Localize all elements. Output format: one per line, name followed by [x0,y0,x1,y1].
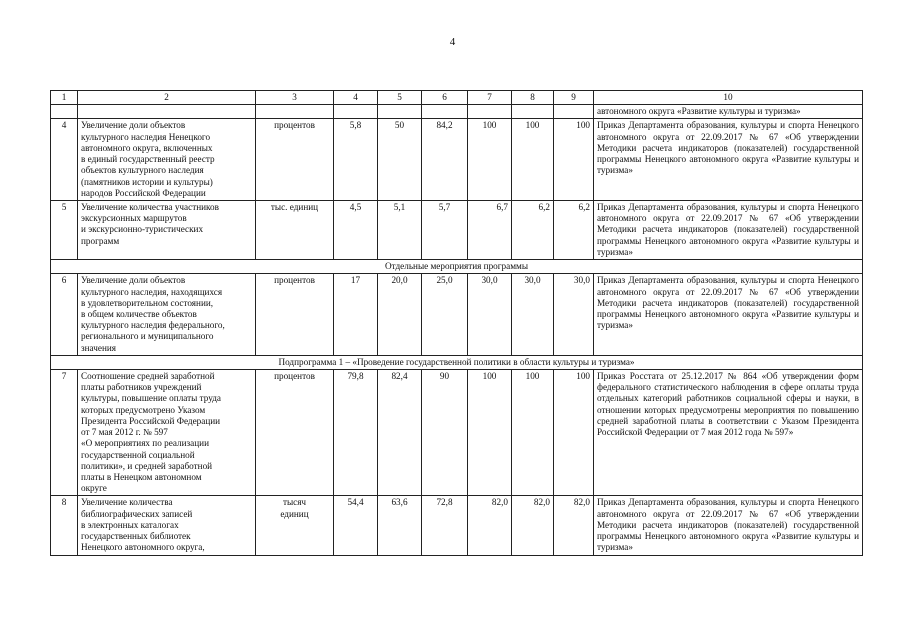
table-row [51,200,863,259]
continuation-row [51,105,863,119]
section-header-row [51,355,863,369]
value-col8: 30,0 [512,274,554,356]
unit: тысяч единиц [256,496,334,555]
value-col9: 100 [554,370,594,496]
indicators-table [50,90,863,556]
value-col6: 25,0 [422,274,468,356]
value-col7: 6,7 [468,200,512,259]
row-number: 4 [51,119,78,201]
col-header: 9 [554,91,594,105]
value-col8: 6,2 [512,200,554,259]
source-document: Приказ Росстата от 25.12.2017 № 864 «Об утверждении форм федерального статистического наблюдения в сфере оплаты труда отдельных категорий работников социальной сферы и науки, в отношении которых предусмотрены мероприятия по повышению средней заработной платы в соответствии с Указом Президента Российской Федерации от 7 мая 2012 года № 597» [594,370,863,496]
col-header: 1 [51,91,78,105]
col-header: 6 [422,91,468,105]
section-title: Отдельные мероприятия программы [51,260,863,274]
table-row [51,119,863,201]
value-col5: 63,6 [378,496,422,555]
value-col7: 100 [468,119,512,201]
source-document: Приказ Департамента образования, культуры и спорта Ненецкого автономного округа от 22.09.2017 № 67 «Об утверждении Методики расчета индикаторов (показателей) государственной программы Ненецкого автономного округа «Развитие культуры и туризма» [594,119,863,201]
value-col6: 90 [422,370,468,496]
value-col8: 100 [512,119,554,201]
indicator-name: Увеличение количества библиографических записей в электронных каталогах государственных библиотек Ненецкого автономного округа, [78,496,256,555]
unit: тыс. единиц [256,200,334,259]
row-number: 6 [51,274,78,356]
indicator-name: Увеличение доли объектов культурного наследия Ненецкого автономного округа, включенных в единый государственный реестр объектов культурного наследия (памятников истории и культуры) народов Российской Федерации [78,119,256,201]
section-header-row [51,260,863,274]
value-col8: 100 [512,370,554,496]
table-row [51,370,863,496]
value-col7: 82,0 [468,496,512,555]
col-header: 8 [512,91,554,105]
value-col8: 82,0 [512,496,554,555]
row-number: 7 [51,370,78,496]
value-col5: 50 [378,119,422,201]
value-col4: 4,5 [334,200,378,259]
value-col9: 6,2 [554,200,594,259]
value-col7: 30,0 [468,274,512,356]
col-header: 5 [378,91,422,105]
value-col6: 72,8 [422,496,468,555]
value-col4: 54,4 [334,496,378,555]
value-col9: 82,0 [554,496,594,555]
value-col5: 20,0 [378,274,422,356]
value-col6: 5,7 [422,200,468,259]
unit: процентов [256,370,334,496]
value-col5: 5,1 [378,200,422,259]
source-document: Приказ Департамента образования, культуры и спорта Ненецкого автономного округа от 22.09.2017 № 67 «Об утверждении Методики расчета индикаторов (показателей) государственной программы Ненецкого автономного округа «Развитие культуры и туризма» [594,200,863,259]
row-number: 5 [51,200,78,259]
value-col9: 30,0 [554,274,594,356]
unit: процентов [256,119,334,201]
indicator-name: Увеличение количества участников экскурсионных маршрутов и экскурсионно-туристических программ [78,200,256,259]
unit: процентов [256,274,334,356]
value-col5: 82,4 [378,370,422,496]
indicator-name: Соотношение средней заработной платы работников учреждений культуры, повышение оплаты труда которых предусмотрено Указом Президента Российской Федерации от 7 мая 2012 г. № 597 «О мероприятиях по реализации государственной социальной политики», и средней заработной платы в Ненецком автономном округе [78,370,256,496]
col-header: 4 [334,91,378,105]
value-col6: 84,2 [422,119,468,201]
value-col4: 5,8 [334,119,378,201]
value-col4: 17 [334,274,378,356]
table-row [51,274,863,356]
row-number: 8 [51,496,78,555]
col-header: 10 [594,91,863,105]
source-document: Приказ Департамента образования, культуры и спорта Ненецкого автономного округа от 22.09.2017 № 67 «Об утверждении Методики расчета индикаторов (показателей) государственной программы Ненецкого автономного округа «Развитие культуры и туризма» [594,496,863,555]
continuation-text: автономного округа «Развитие культуры и туризма» [594,105,863,119]
col-header: 2 [78,91,256,105]
value-col9: 100 [554,119,594,201]
page-number: 4 [449,36,456,48]
table-row [51,496,863,555]
source-document: Приказ Департамента образования, культуры и спорта Ненецкого автономного округа от 22.09.2017 № 67 «Об утверждении Методики расчета индикаторов (показателей) государственной программы Ненецкого автономного округа «Развитие культуры и туризма» [594,274,863,356]
section-title: Подпрограмма 1 – «Проведение государственной политики в области культуры и туризма» [51,355,863,369]
value-col4: 79,8 [334,370,378,496]
col-header: 7 [468,91,512,105]
value-col7: 100 [468,370,512,496]
indicator-name: Увеличение доли объектов культурного наследия, находящихся в удовлетворительном состоянии, в общем количестве объектов культурного наследия федерального, регионального и муниципального значения [78,274,256,356]
header-row [51,91,863,105]
col-header: 3 [256,91,334,105]
